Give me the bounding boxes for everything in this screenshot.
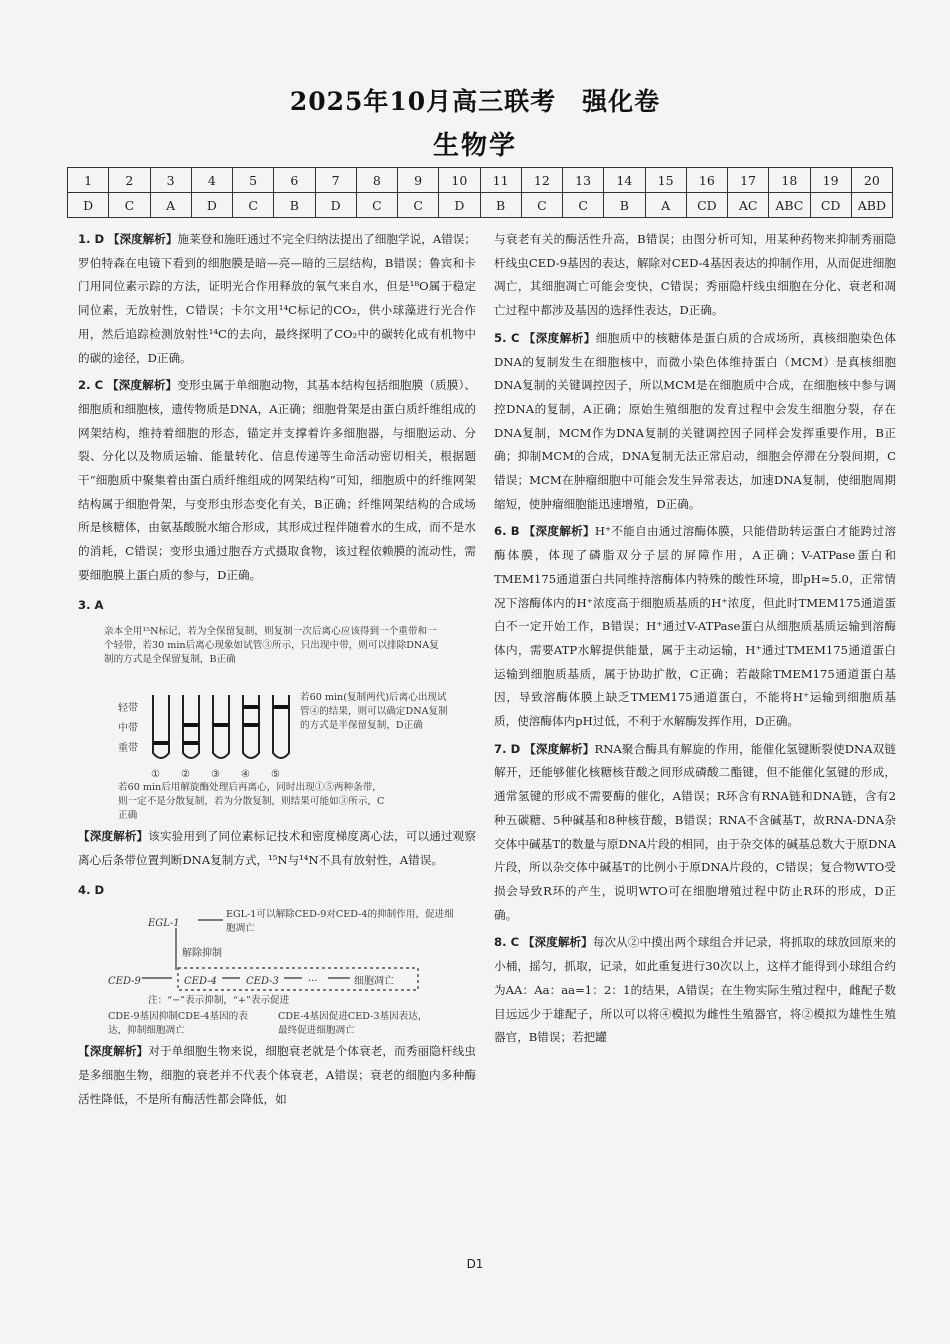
tube-label: ③ (211, 769, 220, 781)
q2-number: 2. C (78, 378, 104, 393)
answer-cell: D (191, 193, 232, 218)
figure-note-bottom: 若60 min后用解旋酶处理后再离心，同时出现①⑤两种条带，则一定不是分散复制，若为分散复制，则结果可能如③所示，C正确 (118, 782, 385, 822)
figure-note-right: 若60 min(复制两代)后离心出现试管④的结果，则可以确定DNA复制的方式是半保留复制，D正确 (300, 692, 448, 732)
question-number: 11 (480, 168, 521, 193)
egl1-label: EGL-1 (148, 918, 180, 930)
egl1-note: EGL-1可以解除CED-9对CED-4的抑制作用，促进细胞凋亡 (226, 909, 454, 935)
answer-cell: B (274, 193, 315, 218)
question-number: 12 (521, 168, 562, 193)
q8-explanation (494, 931, 896, 1050)
answer-cell: C (356, 193, 397, 218)
answer-cell: B (480, 193, 521, 218)
apoptosis-pathway-figure (78, 906, 476, 1036)
test-tube (273, 695, 289, 758)
q4-explanation-continued: 与衰老有关的酶活性升高，B错误；由图分析可知，用某种药物来抑制秀丽隐杆线虫CED-9基因的表达，解除对CED-4基因表达的抑制作用，从而促进细胞凋亡，其细胞凋亡可能会变快，C错误；秀丽隐杆线虫细胞在分化、衰老和凋亡过程中都涉及基因的选择性表达，D正确。 (494, 232, 896, 318)
pathway-dots: ··· (308, 976, 318, 988)
tube-label: ④ (241, 769, 250, 781)
question-number: 16 (686, 168, 727, 193)
answer-cell: ABD (851, 193, 892, 218)
analysis-tag: 【深度解析】 (523, 524, 595, 539)
answer-number-row (68, 168, 893, 193)
dna-replication-figure (78, 621, 476, 821)
question-number: 5 (233, 168, 274, 193)
q5-text: 细胞质中的核糖体是蛋白质的合成场所，真核细胞染色体DNA的复制发生在细胞核中，而微小染色体维持蛋白（MCM）是真核细胞DNA复制的关键调控因子，所以MCM是在细胞质中合成，在细胞核中参与调控DNA的复制，A正确；原始生殖细胞的发育过程中会发生细胞分裂，存在DNA复制，MCM作为DNA复制的关键调控因子同样会发挥重要作用，B正确；抑制MCM的合成，DNA复制无法正常启动，细胞会停滞在分裂间期，C错误；MCM在肿瘤细胞中可能会发生异常表达，加速DNA复制，使细胞周期缩短，使肿瘤细胞能迅速增殖，D正确。 (494, 330, 896, 511)
apoptosis-label: 细胞凋亡 (354, 976, 394, 988)
q2-explanation (78, 374, 476, 587)
analysis-tag: 【深度解析】 (107, 232, 178, 246)
analysis-tag: 【深度解析】 (522, 935, 593, 950)
ced4-note: CDE-4基因促进CED-3基因表达，最终促进细胞凋亡 (278, 1011, 428, 1037)
test-tube (153, 695, 169, 758)
answer-cell: ABC (769, 193, 810, 218)
q7-text: RNA聚合酶具有解旋的作用，能催化氢键断裂使DNA双链解开，还能够催化核糖核苷酸之间形成磷酸二酯键，但不能催化氢键的形成，通常氢键的形成不需要酶的催化，A错误；R环含有RNA链和DNA链，含有2种五碳糖、5种碱基和8种核苷酸，B错误；RNA不含碱基T，故RNA-DNA杂交体中碱基T的数量与原DNA片段的相同，由于杂交体的碱基总数大于原DNA片段，所以杂交体中碱基T的比例小于原DNA片段的，C错误；复合物WTO受损会导致R环的产生，说明WTO可在细胞增殖过程中防止R环的形成，D正确。 (494, 741, 897, 922)
question-number: 20 (851, 168, 892, 193)
q5-explanation (494, 327, 896, 517)
answer-cell: C (233, 193, 274, 218)
ced3-label: CED-3 (246, 976, 279, 988)
analysis-tag: 【深度解析】 (524, 741, 595, 756)
question-number: 8 (356, 168, 397, 193)
q1-text: 施莱登和施旺通过不完全归纳法提出了细胞学说，A错误；罗伯特森在电镜下看到的细胞膜是暗—亮—暗的三层结构，B错误；鲁宾和卡门用同位素示踪的方法，证明光合作用释放的氧气来自水，但是¹⁸O属于稳定同位素，无放射性，C错误；卡尔文用¹⁴C标记的CO₂，供小球藻进行光合作用，然后追踪检测放射性¹⁴C的去向，最终探明了CO₂中的碳转化成有机物中的碳的途径，D正确。 (78, 232, 477, 365)
tube-label: ⑤ (271, 769, 280, 781)
question-number: 3 (150, 168, 191, 193)
legend-note: 注：“−”表示抑制，“+”表示促进 (148, 995, 290, 1007)
left-column (78, 228, 476, 1111)
question-number: 19 (810, 168, 851, 193)
release-label: 解除抑制 (182, 948, 222, 960)
question-number: 2 (109, 168, 150, 193)
question-number: 13 (563, 168, 604, 193)
answer-key-row (68, 193, 893, 218)
question-number: 1 (68, 168, 109, 193)
question-number: 7 (315, 168, 356, 193)
q4-number: 4. D (78, 882, 105, 897)
exam-title: 2025年10月高三联考 强化卷 (289, 87, 661, 116)
q3-explanation (78, 825, 476, 872)
question-number: 9 (398, 168, 439, 193)
analysis-tag: 【深度解析】 (523, 330, 596, 345)
answer-cell: CD (810, 193, 851, 218)
band-label-middle: 中带 (118, 723, 138, 735)
answer-cell: AC (728, 193, 769, 218)
band-label-heavy: 重带 (118, 743, 138, 755)
question-number: 14 (604, 168, 645, 193)
question-number: 18 (769, 168, 810, 193)
answer-cell: A (150, 193, 191, 218)
analysis-tag: 【深度解析】 (106, 378, 178, 393)
page-number: D1 (466, 1257, 484, 1271)
q6-explanation (494, 520, 896, 733)
q6-text: H⁺不能自由通过溶酶体膜，只能借助转运蛋白才能跨过溶酶体膜，体现了磷脂双分子层的屏障作用，A正确；V-ATPase蛋白和TMEM175通道蛋白共同维持溶酶体内特殊的酸性环境，即pH≈5.0，正常情况下溶酶体内的H⁺浓度高于细胞质基质的H⁺浓度，但此时TMEM175通道蛋白不一定开始工作，B错误；H⁺通过V-ATPase蛋白从细胞质基质运输到溶酶体内，需要ATP水解提供能量，属于主动运输，H⁺通过TMEM175通道蛋白运输到细胞质基质，属于协助扩散，C正确；若敲除TMEM175通道蛋白基因，导致溶酶体膜上缺乏TMEM175通道蛋白，不能将H⁺运输到细胞质基质，使溶酶体内pH过低，不利于水解酶发挥作用，D正确。 (494, 524, 896, 729)
q4-text: 对于单细胞生物来说，细胞衰老就是个体衰老，而秀丽隐杆线虫是多细胞生物，细胞的衰老并不代表个体衰老，A错误；衰老的细胞内多种酶活性降低，不是所有酶活性都会降低，如 (78, 1044, 476, 1106)
ced4-label: CED-4 (184, 976, 217, 988)
answer-cell: CD (686, 193, 727, 218)
question-number: 4 (191, 168, 232, 193)
answer-cell: C (109, 193, 150, 218)
q8-text: 每次从②中摸出两个球组合并记录，将抓取的球放回原来的小桶，摇匀，抓取，记录，如此重复进行30次以上，这样才能得到小球组合约为AA：Aa：aa=1：2：1的结果，A错误；在生物实际生殖过程中，雌配子数目远远少于雄配子，所以可以将④模拟为雌性生殖器官，将②模拟为雄性生殖器官，B错误；若把罐 (494, 935, 896, 1045)
q8-number: 8. C (494, 935, 520, 950)
q4-explanation (78, 1040, 476, 1111)
ced9-note: CDE-9基因抑制CDE-4基因的表达，抑制细胞凋亡 (108, 1011, 248, 1037)
answer-cell: C (563, 193, 604, 218)
q3-number: 3. A (78, 597, 104, 612)
subject-title: 生物学 (432, 131, 517, 161)
q6-number: 6. B (494, 524, 520, 539)
band-label-light: 轻带 (118, 703, 138, 715)
answer-cell: A (645, 193, 686, 218)
right-column (494, 228, 896, 1050)
answer-cell: C (521, 193, 562, 218)
tube-label: ① (151, 769, 160, 781)
figure-note-top: 亲本全用¹⁵N标记，若为全保留复制，则复制一次后离心应该得到一个重带和一个轻带，若30 min后离心现象如试管③所示，只出现中带，则可以排除DNA复制的方式是全保留复制，B正确 (104, 626, 439, 666)
q1-number: 1. D (78, 232, 105, 246)
q7-explanation (494, 738, 896, 928)
answer-cell: C (398, 193, 439, 218)
ced9-label: CED-9 (108, 976, 141, 988)
question-number: 15 (645, 168, 686, 193)
answer-cell: D (315, 193, 356, 218)
q1-explanation (78, 228, 476, 370)
question-number: 17 (728, 168, 769, 193)
question-number: 10 (439, 168, 480, 193)
answer-cell: D (68, 193, 109, 218)
tube-label: ② (181, 769, 190, 781)
question-number: 6 (274, 168, 315, 193)
answer-cell: B (604, 193, 645, 218)
q3-text: 该实验用到了同位素标记技术和密度梯度离心法，可以通过观察离心后条带位置判断DNA复制方式，¹⁵N与¹⁴N不具有放射性，A错误。 (78, 829, 476, 867)
analysis-tag: 【深度解析】 (78, 1044, 149, 1059)
analysis-tag: 【深度解析】 (78, 829, 149, 844)
q2-text: 变形虫属于单细胞动物，其基本结构包括细胞膜（质膜）、细胞质和细胞核，遗传物质是DNA，A正确；细胞骨架是由蛋白质纤维组成的网架结构，维持着细胞的形态，锚定并支撑着许多细胞器，与细胞运动、分裂、分化以及物质运输、能量转化、信息传递等生命活动密切相关，根据题干“细胞质中聚集着由蛋白质纤维组成的网架结构”可知，细胞质中的纤维网架结构属于细胞骨架，与变形虫形态变化有关，B正确；纤维网架结构的合成场所是核糖体，由氨基酸脱水缩合形成，其形成过程伴随着水的生成，而不是水的消耗，C错误；变形虫通过胞吞方式摄取食物，该过程依赖膜的流动性，需要细胞膜上蛋白质的参与，D正确。 (78, 378, 476, 582)
q7-number: 7. D (494, 741, 521, 756)
answer-table (67, 167, 893, 218)
q5-number: 5. C (494, 330, 520, 345)
answer-cell: D (439, 193, 480, 218)
